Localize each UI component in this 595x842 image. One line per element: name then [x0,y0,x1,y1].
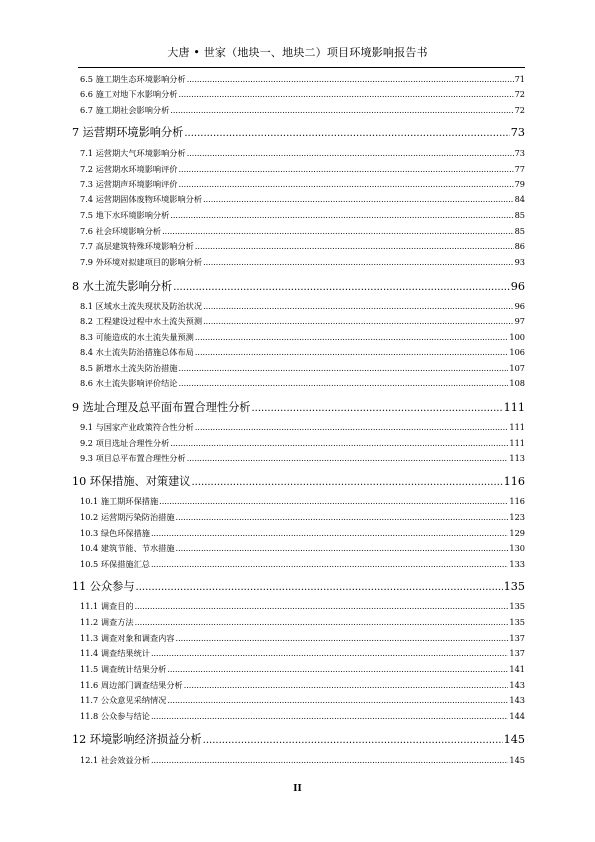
toc-entry-page-number: 133 [509,559,525,569]
toc-entry-page-number: 123 [509,512,525,522]
toc-entry-label: 9 选址合理及总平面布置合理性分析 [72,401,251,414]
toc-section-entry[interactable] [80,179,525,190]
toc-section-entry[interactable] [80,226,525,237]
toc-section-entry[interactable] [80,512,525,523]
toc-dot-leader [195,241,514,251]
toc-section-entry[interactable] [80,301,525,312]
toc-entry-label: 9.3 项目总平布置合理性分析 [80,453,186,463]
toc-dot-leader [159,496,508,506]
header-divider [78,67,525,68]
toc-dot-leader [151,528,508,538]
toc-dot-leader [179,164,514,174]
toc-section-entry[interactable] [80,378,525,389]
toc-dot-leader [184,680,509,690]
toc-entry-label: 9.2 项目选址合理性分析 [80,438,170,448]
toc-entry-label: 11.8 公众参与结论 [80,711,150,721]
toc-dot-leader [187,148,514,158]
toc-section-entry[interactable] [80,617,525,628]
toc-section-entry[interactable] [80,453,525,464]
toc-section-entry[interactable] [80,74,525,85]
toc-entry-label: 10.2 运营期污染防治措施 [80,512,175,522]
toc-entry-label: 11.1 调查目的 [80,601,134,611]
toc-dot-leader [167,664,508,674]
page-number: II [293,784,302,794]
toc-entry-page-number: 71 [514,74,525,84]
toc-entry-label: 11.2 调查方法 [80,617,134,627]
toc-dot-leader [135,601,509,611]
toc-entry-label: 8.6 水土流失影响评价结论 [80,378,178,388]
toc-entry-label: 11.4 调查结果统计 [80,648,150,658]
toc-chapter-entry[interactable] [72,399,525,415]
toc-entry-page-number: 72 [514,105,525,115]
toc-entry-label: 6.6 施工对地下水影响分析 [80,89,178,99]
toc-entry-page-number: 143 [509,695,525,705]
toc-entry-page-number: 116 [503,475,525,488]
toc-section-entry[interactable] [80,194,525,205]
toc-entry-page-number: 129 [509,528,525,538]
toc-dot-leader [170,105,513,115]
running-header: 大唐 • 世家（地块一、地块二）项目环境影响报告书 [167,46,428,59]
toc-dot-leader [203,257,514,267]
toc-dot-leader [136,580,503,593]
toc-dot-leader [151,648,508,658]
toc-entry-label: 9.1 与国家产业政策符合性分析 [80,422,194,432]
toc-entry-label: 11.3 调查对象和调查内容 [80,633,175,643]
toc-section-entry[interactable] [80,680,525,691]
toc-entry-label: 11 公众参与 [72,580,135,593]
toc-dot-leader [203,733,503,746]
toc-entry-page-number: 144 [509,711,525,721]
toc-section-entry[interactable] [80,316,525,327]
toc-entry-label: 7.1 运营期大气环境影响分析 [80,148,186,158]
toc-entry-page-number: 73 [510,126,525,139]
toc-entry-page-number: 84 [514,194,525,204]
toc-entry-label: 10.1 施工期环保措施 [80,496,159,506]
toc-section-entry[interactable] [80,422,525,433]
toc-section-entry[interactable] [80,543,525,554]
toc-entry-page-number: 100 [509,332,525,342]
toc-entry-label: 7.7 高层建筑特殊环境影响分析 [80,241,194,251]
toc-dot-leader [179,363,509,373]
toc-entry-label: 7.6 社会环境影响分析 [80,226,162,236]
toc-dot-leader [151,559,508,569]
toc-entry-page-number: 111 [503,401,525,414]
toc-dot-leader [195,332,508,342]
toc-entry-page-number: 96 [510,280,525,293]
toc-section-entry[interactable] [80,664,525,675]
toc-dot-leader [203,194,514,204]
toc-dot-leader [173,280,510,293]
toc-chapter-entry[interactable] [72,731,525,747]
toc-entry-page-number: 111 [509,438,525,448]
toc-entry-page-number: 96 [514,301,525,311]
toc-entry-page-number: 116 [509,496,525,506]
toc-entry-label: 8.5 新增水土流失防治措施 [80,363,178,373]
toc-entry-page-number: 135 [509,617,525,627]
toc-dot-leader [184,126,509,139]
toc-dot-leader [167,695,508,705]
toc-section-entry[interactable] [80,496,525,507]
toc-section-entry[interactable] [80,633,525,644]
toc-entry-page-number: 107 [509,363,525,373]
toc-chapter-entry[interactable] [72,278,525,294]
toc-dot-leader [179,378,509,388]
toc-dot-leader [151,711,508,721]
toc-dot-leader [187,74,514,84]
toc-entry-label: 7.5 地下水环境影响分析 [80,210,170,220]
toc-dot-leader [179,89,514,99]
toc-section-entry[interactable] [80,601,525,612]
toc-dot-leader [187,453,509,463]
toc-entry-label: 6.7 施工期社会影响分析 [80,105,170,115]
toc-entry-label: 8.4 水土流失防治措施总体布局 [80,347,194,357]
toc-section-entry[interactable] [80,528,525,539]
toc-entry-page-number: 111 [509,422,525,432]
toc-entry-page-number: 130 [509,543,525,553]
toc-entry-label: 8.3 可能造成的水土流失量预测 [80,332,194,342]
toc-entry-page-number: 113 [509,453,525,463]
toc-section-entry[interactable] [80,148,525,159]
toc-dot-leader [179,179,514,189]
toc-dot-leader [162,226,513,236]
toc-entry-page-number: 141 [509,664,525,674]
toc-dot-leader [170,438,508,448]
toc-section-entry[interactable] [80,210,525,221]
toc-entry-page-number: 145 [509,755,525,765]
toc-section-entry[interactable] [80,363,525,374]
toc-dot-leader [135,617,509,627]
toc-entry-page-number: 143 [509,680,525,690]
toc-section-entry[interactable] [80,347,525,358]
toc-entry-page-number: 85 [514,226,525,236]
toc-entry-label: 8 水土流失影响分析 [72,280,173,293]
toc-entry-page-number: 72 [514,89,525,99]
toc-entry-page-number: 86 [514,241,525,251]
toc-section-entry[interactable] [80,648,525,659]
toc-entry-label: 7.3 运营期声环境影响评价 [80,179,178,189]
toc-dot-leader [176,543,509,553]
toc-dot-leader [252,401,503,414]
toc-entry-page-number: 79 [514,179,525,189]
toc-entry-page-number: 108 [509,378,525,388]
toc-chapter-entry[interactable] [72,578,525,594]
toc-dot-leader [170,210,513,220]
toc-entry-label: 11.7 公众意见采纳情况 [80,695,167,705]
toc-section-entry[interactable] [80,241,525,252]
toc-dot-leader [151,755,508,765]
toc-entry-label: 6.5 施工期生态环境影响分析 [80,74,186,84]
toc-entry-label: 7.2 运营期水环境影响评价 [80,164,178,174]
toc-entry-label: 10.3 绿色环保措施 [80,528,150,538]
toc-entry-page-number: 137 [509,633,525,643]
toc-section-entry[interactable] [80,711,525,722]
toc-chapter-entry[interactable] [72,473,525,489]
toc-entry-page-number: 106 [509,347,525,357]
toc-entry-label: 10.5 环保措施汇总 [80,559,150,569]
toc-entry-label: 10.4 建筑节能、节水措施 [80,543,175,553]
toc-section-entry[interactable] [80,105,525,116]
toc-entry-page-number: 77 [514,164,525,174]
toc-section-entry[interactable] [80,438,525,449]
toc-entry-label: 11.5 调查统计结果分析 [80,664,167,674]
toc-entry-label: 10 环保措施、对策建议 [72,475,191,488]
toc-entry-page-number: 135 [509,601,525,611]
toc-entry-label: 12 环境影响经济损益分析 [72,733,202,746]
toc-section-entry[interactable] [80,695,525,706]
toc-dot-leader [191,475,502,488]
toc-chapter-entry[interactable] [72,124,525,140]
toc-section-entry[interactable] [80,164,525,175]
toc-entry-page-number: 137 [509,648,525,658]
toc-entry-label: 7 运营期环境影响分析 [72,126,184,139]
toc-entry-page-number: 97 [514,316,525,326]
toc-section-entry[interactable] [80,257,525,268]
toc-dot-leader [176,633,509,643]
toc-dot-leader [195,347,508,357]
toc-section-entry[interactable] [80,89,525,100]
toc-entry-page-number: 73 [514,148,525,158]
toc-entry-label: 12.1 社会效益分析 [80,755,150,765]
toc-entry-page-number: 135 [503,580,525,593]
toc-entry-page-number: 85 [514,210,525,220]
toc-dot-leader [176,512,509,522]
toc-entry-page-number: 93 [514,257,525,267]
toc-dot-leader [195,422,508,432]
toc-dot-leader [203,316,514,326]
toc-section-entry[interactable] [80,559,525,570]
toc-entry-label: 11.6 周边部门调查结果分析 [80,680,183,690]
toc-entry-label: 7.4 运营期固体废物环境影响分析 [80,194,203,204]
toc-entry-page-number: 145 [503,733,525,746]
toc-entry-label: 8.2 工程建设过程中水土流失预测 [80,316,203,326]
toc-section-entry[interactable] [80,755,525,766]
toc-entry-label: 7.9 外环境对拟建项目的影响分析 [80,257,203,267]
toc-dot-leader [203,301,514,311]
toc-section-entry[interactable] [80,332,525,343]
toc-entry-label: 8.1 区域水土流失现状及防治状况 [80,301,203,311]
